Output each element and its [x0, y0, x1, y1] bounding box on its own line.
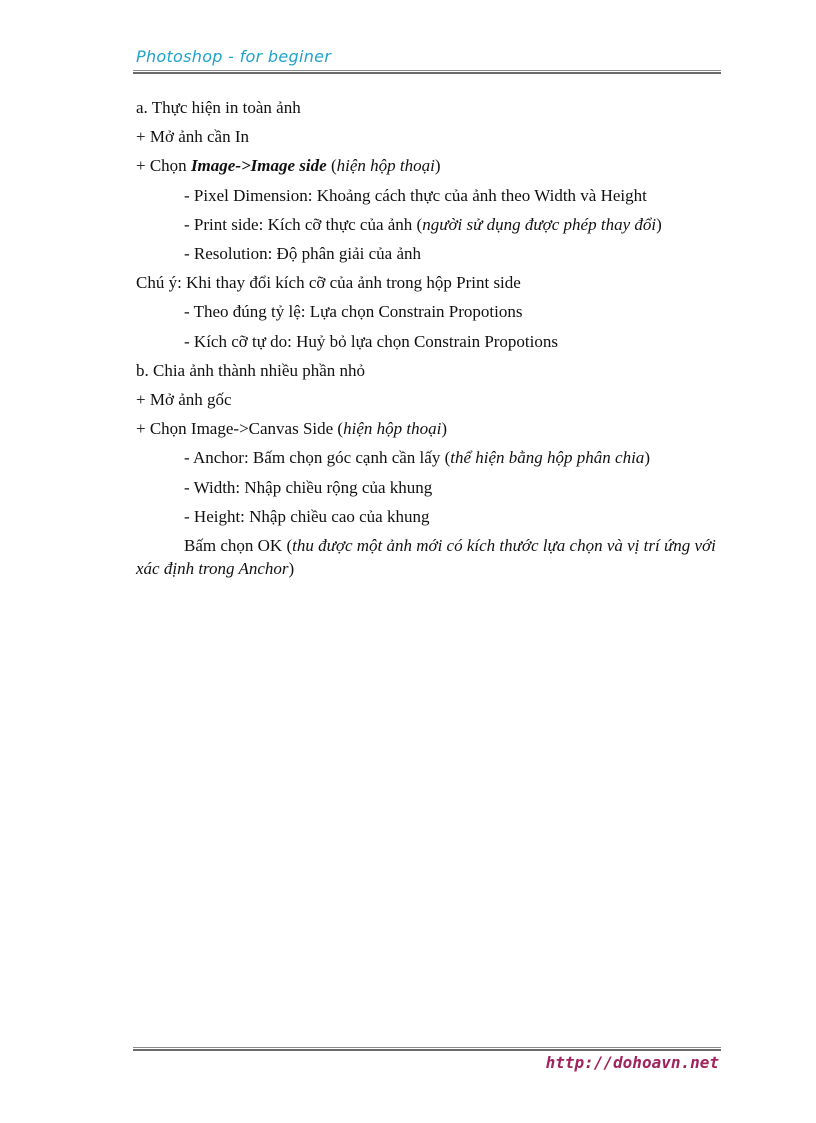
height-item: - Height: Nhập chiều cao của khung: [184, 506, 430, 526]
document-body: [136, 93, 721, 580]
resolution-item: - Resolution: Độ phân giải của ảnh: [184, 244, 422, 264]
footer-url[interactable]: http://dohoavn.net: [545, 1053, 719, 1072]
note-free-item: - Kích cỡ tự do: Huỷ bỏ lựa chọn Constrain Propotions: [184, 331, 558, 351]
pixel-dimension-item: - Pixel Dimension: Khoảng cách thực của ảnh theo Width và Height: [184, 185, 647, 205]
section-a-open-step: + Mở ảnh cần In: [136, 127, 249, 147]
section-b-choose-step: + Chọn Image->Canvas Side (hiện hộp thoại): [136, 419, 447, 439]
section-b-open-step: + Mở ảnh gốc: [136, 390, 232, 410]
section-a-title: a. Thực hiện in toàn ảnh: [136, 98, 301, 117]
header-rule: [133, 70, 721, 74]
section-b-title: b. Chia ảnh thành nhiều phần nhỏ: [136, 360, 365, 380]
ok-paragraph: Bấm chọn OK (thu được một ảnh mới có kích thước lựa chọn và vị trí ứng với xác định trong Anchor): [136, 536, 716, 579]
width-item: - Width: Nhập chiều rộng của khung: [184, 477, 433, 497]
anchor-item: - Anchor: Bấm chọn góc cạnh cần lấy (thể hiện bằng hộp phân chia): [184, 448, 650, 468]
note-ratio-item: - Theo đúng tỷ lệ: Lựa chọn Constrain Propotions: [184, 302, 523, 322]
note-title: Chú ý: Khi thay đổi kích cỡ của ảnh trong hộp Print side: [136, 273, 521, 293]
header-title: Photoshop - for beginer: [136, 47, 332, 66]
footer-rule: [133, 1047, 721, 1051]
menu-path: Image->Image side: [190, 156, 327, 176]
print-side-item: - Print side: Kích cỡ thực của ảnh (người sử dụng được phép thay đổi): [184, 214, 662, 234]
section-a-choose-step: + Chọn Image->Image side (hiện hộp thoại): [136, 156, 441, 176]
